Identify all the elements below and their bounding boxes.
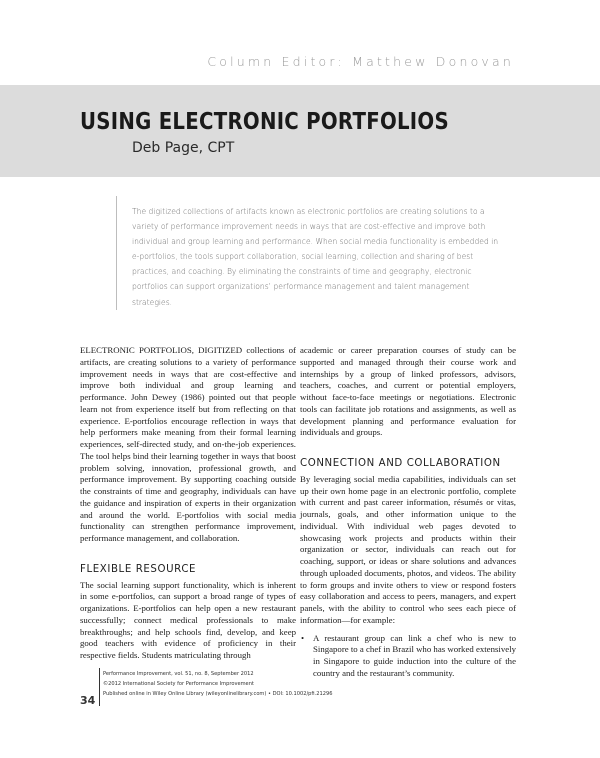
footer-divider	[99, 668, 100, 706]
article-title: USING ELECTRONIC PORTFOLIOS	[80, 107, 449, 135]
article-author: Deb Page, CPT	[132, 140, 235, 156]
footer-copyright-line: ©2012 International Society for Performance Improvement	[103, 680, 254, 687]
bullet-text: A restaurant group can link a chef who is new to Singapore to a chef in Brazil who has worked extensively in Singapore to guide induction into the culture of the country and the restaurant’s community.	[313, 632, 517, 678]
footer-journal-line: Performance Improvement, vol. 51, no. 8, September 2012	[103, 671, 254, 677]
intro-paragraph: ELECTRONIC PORTFOLIOS, DIGITIZED collections of artifacts, are creating solutions to a variety of performance improvement needs in ways that are cost-effective and improve both individual and group learning and performance. John Dewey (1986) pointed out that people learn not from experience itself but from reflecting on that experience. E-portfolios encourage reflection in ways that help performers make meaning from their formal learning experiences, self-directed study, and on-the-job experiences. The tool helps bind their learning together in ways that boost problem solving, innovation, professional growth, and performance improvement. By supporting coaching outside the constraints of time and geography, individuals can have the guidance and inspiration of experts in their organization and around the world. E-portfolios with social media functionality can strengthen performance improvement, performance management, and collaboration.	[80, 345, 296, 543]
column-editor-label: Column Editor: Matthew Donovan	[207, 54, 514, 69]
footer-doi-line: Published online in Wiley Online Library (wileyonlinelibrary.com) • DOI: 10.1002/pfi.21296	[103, 690, 333, 697]
right-column	[300, 345, 516, 680]
bullet-icon: •	[301, 632, 305, 643]
left-column	[80, 345, 296, 662]
article-abstract: The digitized collections of artifacts known as electronic portfolios are creating solutions to a variety of performance improvement needs in ways that are cost-effective and improve both individual and group learning and performance. When social media functionality is embedded in e-portfolios, the tools support collaboration, social learning, collection and sharing of best practices, and coaching. By eliminating the constraints of time and geography, electronic portfolios can support organizations’ performance management and talent management strategies.	[132, 207, 499, 307]
abstract-rule	[116, 196, 117, 310]
flexible-resource-paragraph: The social learning support functionality, which is inherent in some e-portfolios, can support a broad range of types of organizations. E-portfolios can help open a new restaurant successfully; connect medical professionals to make breakthroughs; and help schools find, develop, and keep good teachers with evidence of proficiency in their respective fields. Students matriculating through	[80, 579, 296, 660]
page-number: 34	[80, 694, 96, 707]
section-heading-connection: CONNECTION AND COLLABORATION	[300, 458, 501, 469]
section-heading-flexible-resource: FLEXIBLE RESOURCE	[80, 563, 197, 575]
footer-citation	[103, 670, 332, 699]
connection-paragraph: By leveraging social media capabilities, individuals can set up their own home page in an electronic portfolio, complete with current and past career information, résumés or vitas, journals, goals, and other information unique to the individual. With individual web pages devoted to showcasing work projects and products within their organization or sector, individuals can reach out for coaching, support, or ideas or share solutions and advances through uploaded documents, photos, and videos. The ability to form groups and invite others to view or respond fosters easy collaboration and access to peers, managers, and expert panels, with the ability to control who sees each piece of information—for example:	[300, 473, 516, 625]
continued-paragraph: academic or career preparation courses of study can be supported and managed through their course work and internships by a group of linked professors, advisors, teachers, coaches, and current or potential employers, without face-to-face meetings or negotiations. Electronic tools can facilitate job rotations and assignments, as well as development planning and performance evaluation for individuals and groups.	[300, 345, 516, 438]
